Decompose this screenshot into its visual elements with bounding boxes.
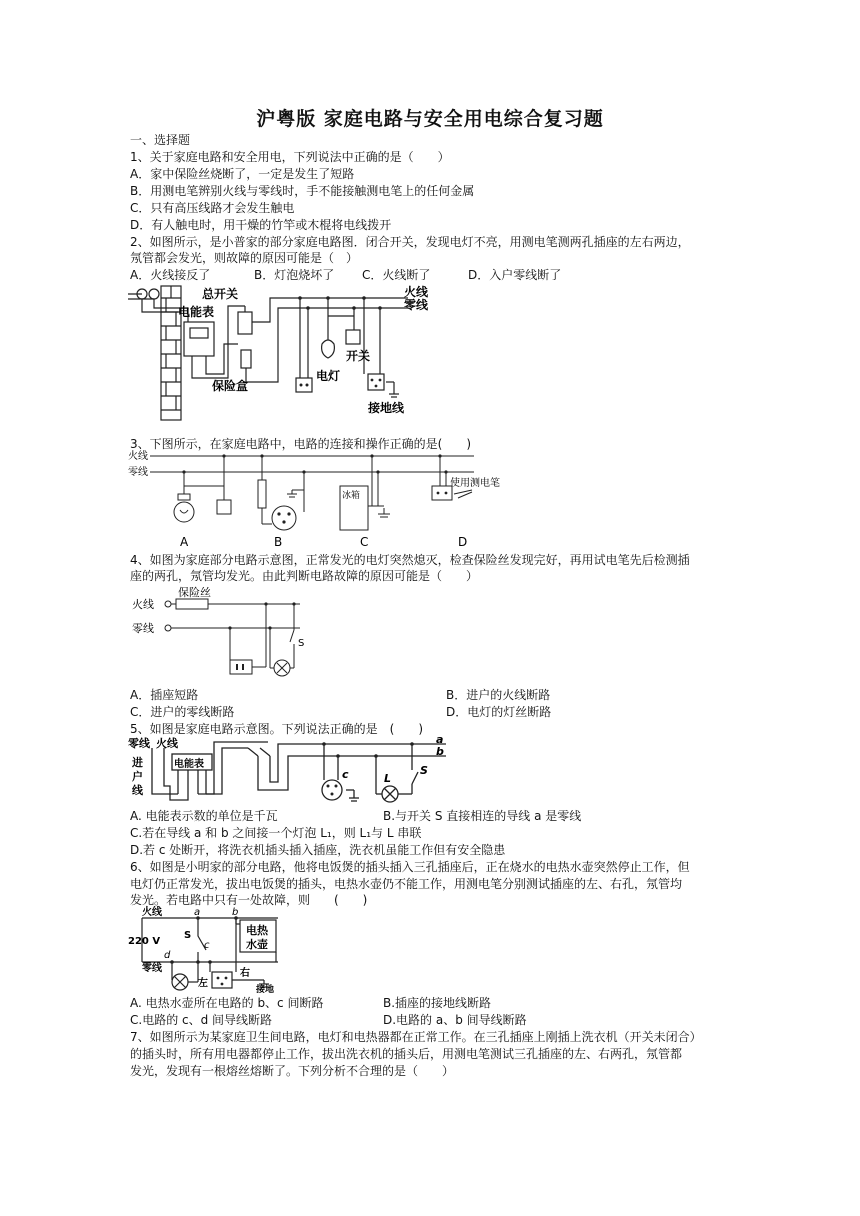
q6-label-s: S [184,930,192,941]
q5-label-entry-2: 户 [132,770,143,783]
q6-label-kettle-1: 电热 [246,924,268,937]
q2-option-a: A．火线接反了 [130,268,211,282]
section-heading: 一、选择题 [130,133,191,147]
q1-option-d: D．有人触电时，用干燥的竹竿或木棍将电线拨开 [130,218,392,232]
q6-stem-line2: 电灯仍正常发光，拔出电饭煲的插头，电热水壶仍不能工作，用测电笔分别测试插座的左、右孔，氖管均 [130,877,683,891]
q3-label-d: D [458,535,468,549]
q6-option-d: D.电路的 a、b 间导线断路 [383,1013,527,1027]
q5-label-b: b [436,745,444,758]
q2-circuit-figure [128,282,438,422]
q2-label-ground: 接地线 [368,401,405,415]
q6-stem-line1: 6、如图是小明家的部分电路，他将电饭煲的插头插入三孔插座后，正在烧水的电热水壶突然停止工作，但 [130,860,690,874]
q4-label-neutral: 零线 [132,622,154,635]
q5-circuit-figure [128,734,450,806]
q2-label-neutral: 零线 [404,298,429,312]
q7-stem-line3: 发光，发现有一根熔丝熔断了。下列分析不合理的是（ ） [130,1064,455,1078]
q2-stem-line2: 氖管都会发光，则故障的原因可能是（ ） [130,251,359,265]
q5-label-neutral: 零线 [128,737,150,750]
q5-option-b: B.与开关 S 直接相连的导线 a 是零线 [383,809,582,823]
q3-label-neutral: 零线 [128,467,148,478]
q4-label-live: 火线 [132,598,154,611]
q5-label-live: 火线 [156,737,178,750]
q6-stem-line3: 发光。若电路中只有一处故障，则 ( ) [130,893,368,907]
q4-option-a: A．插座短路 [130,688,199,702]
q2-option-c: C．火线断了 [362,268,431,282]
q4-circuit-figure [128,584,308,684]
q1-stem: 1、关于家庭电路和安全用电，下列说法中正确的是（ ） [130,150,450,164]
q2-stem-line1: 2、如图所示，是小普家的部分家庭电路图．闭合开关，发现电灯不亮，用测电笔测两孔插座的左右两边， [130,235,690,249]
q6-label-kettle-2: 水壶 [246,938,268,951]
q2-option-b: B．灯泡烧坏了 [254,268,335,282]
q3-label-c: C [360,535,369,549]
q6-label-d: d [164,950,171,961]
q5-label-c: c [342,768,349,781]
q5-label-l: L [384,772,392,785]
q2-label-live: 火线 [404,285,429,299]
q1-option-c: C．只有高压线路才会发生触电 [130,201,295,215]
q2-label-main-switch: 总开关 [202,287,239,301]
q6-label-neutral: 零线 [142,963,162,974]
q4-option-c: C．进户的零线断路 [130,705,235,719]
q7-stem-line2: 的插头时，所有用电器都停止工作，拔出洗衣机的插头后，用测电笔测试三孔插座的左、右两孔，氖管都 [130,1047,683,1061]
q6-label-a: a [194,907,201,918]
q2-label-switch: 开关 [346,349,371,363]
q5-option-c: C.若在导线 a 和 b 之间接一个灯泡 L₁，则 L₁与 L 串联 [130,826,422,840]
q6-label-voltage: 220 V [128,936,161,947]
q6-label-c: c [204,940,210,951]
q2-option-d: D．入户零线断了 [468,268,562,282]
q3-stem: 3、下图所示，在家庭电路中，电路的连接和操作正确的是( ) [130,437,472,451]
q6-label-b: b [232,907,239,918]
q6-label-right: 右 [240,968,250,979]
q5-option-d: D.若 c 处断开，将洗衣机插头插入插座，洗衣机虽能工作但有安全隐患 [130,843,506,857]
q1-option-b: B．用测电笔辨别火线与零线时，手不能接触测电笔上的任何金属 [130,184,475,198]
q3-label-fridge: 冰箱 [342,491,361,501]
q6-option-a: A. 电热水壶所在电路的 b、c 间断路 [130,996,324,1010]
q3-label-a: A [180,535,189,549]
q6-circuit-figure [128,906,298,995]
q7-stem-line1: 7、如图所示为某家庭卫生间电路，电灯和电热器都在正常工作。在三孔插座上刚插上洗衣机（开关未闭合） [130,1030,702,1044]
q5-stem: 5、如图是家庭电路示意图。下列说法正确的是 ( ) [130,722,424,736]
document-title: 沪粤版 家庭电路与安全用电综合复习题 [256,108,604,130]
q1-option-a: A．家中保险丝烧断了，一定是发生了短路 [130,167,355,181]
q4-option-b: B．进户的火线断路 [446,688,551,702]
q4-stem-line2: 座的两孔，氖管均发光。由此判断电路故障的原因可能是（ ） [130,569,479,583]
q3-label-pen: 使用测电笔 [450,478,500,489]
q3-circuit-figure [128,450,500,550]
q6-option-c: C.电路的 c、d 间导线断路 [130,1013,273,1027]
q2-label-lamp: 电灯 [316,369,341,383]
q4-stem-line1: 4、如图为家庭部分电路示意图，正常发光的电灯突然熄灭，检查保险丝发现完好，再用试电笔先后检测插 [130,553,690,567]
q6-option-b: B.插座的接地线断路 [383,996,492,1010]
q5-label-entry-1: 进 [132,756,143,769]
q4-option-d: D．电灯的灯丝断路 [446,705,552,719]
q5-label-a: a [436,733,444,746]
q6-label-ground: 接地 [256,985,275,995]
q6-label-live: 火线 [142,907,162,918]
q3-label-live: 火线 [128,451,148,462]
q5-label-meter: 电能表 [174,759,204,770]
q5-option-a: A. 电能表示数的单位是千瓦 [130,809,278,823]
q6-label-left: 左 [198,978,208,989]
q3-label-b: B [274,535,283,549]
q4-label-fuse: 保险丝 [178,586,211,599]
q5-label-s: S [420,764,428,777]
q4-label-s: S [298,638,305,649]
q5-label-entry-3: 线 [132,784,143,797]
q2-label-meter: 电能表 [178,305,215,319]
q2-label-fuse-box: 保险盒 [212,379,249,393]
